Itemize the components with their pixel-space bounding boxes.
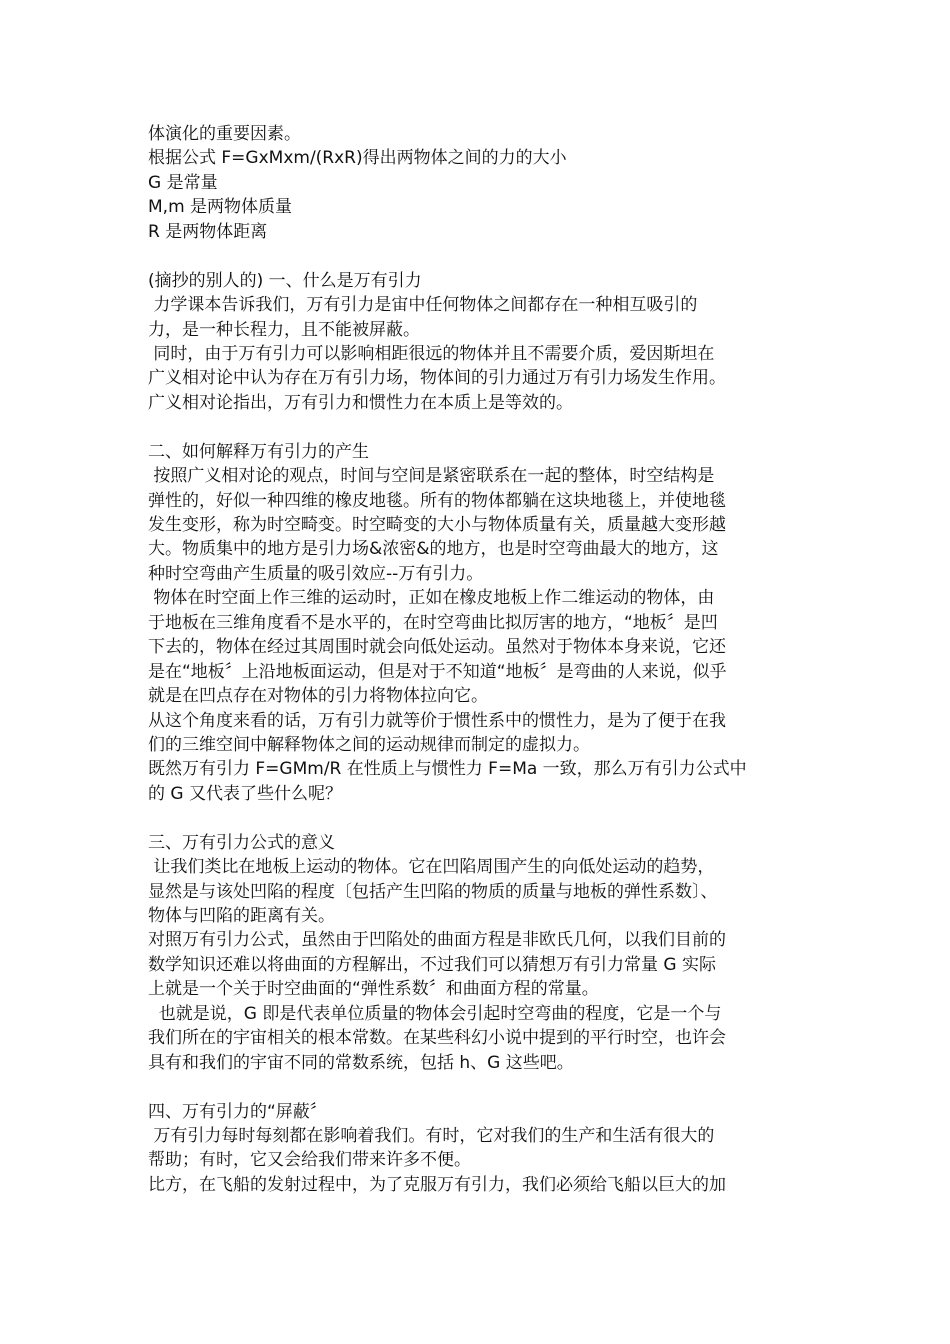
section-heading: 二、如何解释万有引力的产生 [148, 441, 369, 462]
text-line: 力，是一种长程力，且不能被屏蔽。 [148, 319, 420, 340]
text-line: 弹性的，好似一种四维的橡皮地毯。所有的物体都躺在这块地毯上，并使地毯 [148, 490, 726, 511]
text-line: 让我们类比在地板上运动的物体。它在凹陷周围产生的向低处运动的趋势， [148, 857, 715, 878]
section-heading: 四、万有引力的“屏蔽〞 [148, 1101, 327, 1122]
text-line: 是在“地板〞上沿地板面运动，但是对于不知道“地板〞是弯曲的人来说，似乎 [148, 661, 727, 682]
text-line: 帮助；有时，它又会给我们带来许多不便。 [148, 1150, 471, 1171]
text-line: 万有引力每时每刻都在影响着我们。有时，它对我们的生产和生活有很大的 [148, 1125, 715, 1146]
text-line: 大。物质集中的地方是引力场&浓密&的地方，也是时空弯曲最大的地方，这 [148, 539, 719, 560]
section-heading: 三、万有引力公式的意义 [148, 832, 335, 853]
text-line: 数学知识还难以将曲面的方程解出，不过我们可以猜想万有引力常量 G 实际 [148, 954, 716, 975]
text-line: 具有和我们的宇宙不同的常数系统，包括 h、G 这些吧。 [148, 1052, 574, 1073]
text-line: 物体与凹陷的距离有关。 [148, 906, 335, 926]
text-line: 显然是与该处凹陷的程度〔包括产生凹陷的物质的质量与地板的弹性系数〕、 [148, 881, 718, 902]
document-page [148, 122, 808, 1197]
text-line: 就是在凹点存在对物体的引力将物体拉向它。 [148, 686, 488, 707]
text-line: 物体在时空面上作三维的运动时，正如在橡皮地板上作二维运动的物体，由 [148, 588, 715, 609]
text-line: R 是两物体距离 [148, 221, 268, 242]
text-line: 下去的，物体在经过其周围时就会向低处运动。虽然对于物体本身来说，它还 [148, 637, 726, 658]
text-line: G 是常量 [148, 172, 218, 193]
text-line: 既然万有引力 F=GMm/R 在性质上与惯性力 F=Ma 一致，那么万有引力公式中 [148, 759, 747, 780]
text-line: 们的三维空间中解释物体之间的运动规律而制定的虚拟力。 [148, 734, 590, 755]
text-line: M,m 是两物体质量 [148, 197, 293, 218]
text-line: 根据公式 F=GxMxm/(RxR)得出两物体之间的力的大小 [148, 148, 567, 169]
text-line: 种时空弯曲产生质量的吸引效应--万有引力。 [148, 563, 484, 584]
text-line: 体演化的重要因素。 [148, 124, 301, 144]
blank-line [148, 1075, 808, 1099]
text-line: 上就是一个关于时空曲面的“弹性系数〞和曲面方程的常量。 [148, 979, 599, 1000]
text-line: 广义相对论指出，万有引力和惯性力在本质上是等效的。 [148, 392, 573, 413]
text-line: 我们所在的宇宙相关的根本常数。在某些科幻小说中提到的平行时空，也许会 [148, 1028, 726, 1049]
blank-line [148, 806, 808, 830]
text-line: 力学课本告诉我们，万有引力是宙中任何物体之间都存在一种相互吸引的 [148, 295, 698, 316]
text-line: 于地板在三维角度看不是水平的，在时空弯曲比拟厉害的地方，“地板〞是凹 [148, 612, 718, 633]
text-line: 的 G 又代表了些什么呢？ [148, 783, 342, 804]
text-line: 对照万有引力公式，虽然由于凹陷处的曲面方程是非欧氏几何，以我们目前的 [148, 930, 726, 951]
text-line: 同时，由于万有引力可以影响相距很远的物体并且不需要介质，爱因斯坦在 [148, 343, 715, 364]
section-heading: (摘抄的别人的) 一、什么是万有引力 [148, 270, 422, 291]
text-line: 比方，在飞船的发射过程中，为了克服万有引力，我们必须给飞船以巨大的加 [148, 1174, 726, 1195]
text-line: 广义相对论中认为存在万有引力场，物体间的引力通过万有引力场发生作用。 [148, 368, 726, 389]
text-line: 从这个角度来看的话，万有引力就等价于惯性系中的惯性力，是为了便于在我 [148, 710, 726, 731]
blank-line [148, 244, 808, 268]
text-line: 按照广义相对论的观点，时间与空间是紧密联系在一起的整体，时空结构是 [148, 466, 715, 487]
text-line: 发生变形，称为时空畸变。时空畸变的大小与物体质量有关，质量越大变形越 [148, 515, 726, 535]
text-line: 也就是说，G 即是代表单位质量的物体会引起时空弯曲的程度，它是一个与 [148, 1003, 722, 1024]
blank-line [148, 415, 808, 439]
